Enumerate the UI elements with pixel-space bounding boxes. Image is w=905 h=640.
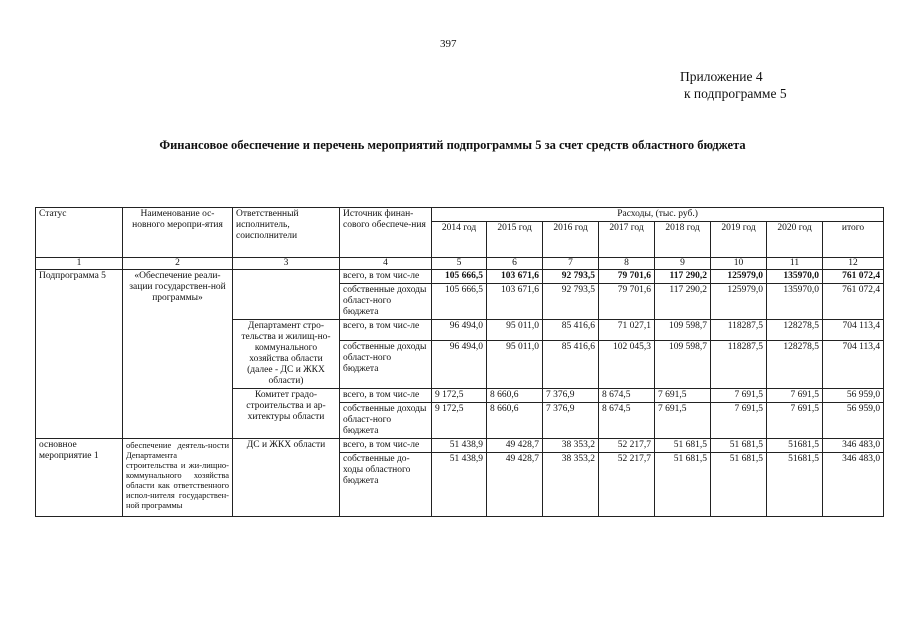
table-row: [36, 270, 884, 284]
value-cell: 79 701,6: [599, 270, 655, 284]
header-year: 2016 год: [543, 222, 599, 258]
value-cell: 85 416,6: [543, 341, 599, 389]
column-number: 4: [340, 258, 432, 270]
value-cell: 95 011,0: [487, 341, 543, 389]
row-source: собственные доходы област-ного бюджета: [340, 403, 432, 439]
header-year: 2014 год: [432, 222, 487, 258]
value-cell: 9 172,5: [432, 403, 487, 439]
value-cell: 109 598,7: [655, 320, 711, 341]
column-number: 6: [487, 258, 543, 270]
value-cell: 38 353,2: [543, 453, 599, 517]
row-executor: Комитет градо-строительства и ар-хитектуры области: [233, 389, 340, 439]
value-cell: 7 691,5: [655, 403, 711, 439]
value-cell: 8 674,5: [599, 403, 655, 439]
table-row: [36, 439, 884, 453]
value-cell: 56 959,0: [823, 403, 884, 439]
value-cell: 128278,5: [767, 341, 823, 389]
value-cell: 346 483,0: [823, 439, 884, 453]
value-cell: 125979,0: [711, 270, 767, 284]
value-cell: 118287,5: [711, 341, 767, 389]
value-cell: 118287,5: [711, 320, 767, 341]
appendix-line1: Приложение 4: [680, 69, 763, 84]
appendix-line2: к подпрограмме 5: [684, 86, 787, 101]
value-cell: 9 172,5: [432, 389, 487, 403]
row-source: всего, в том чис-ле: [340, 389, 432, 403]
value-cell: 8 660,6: [487, 389, 543, 403]
value-cell: 105 666,5: [432, 284, 487, 320]
column-number: 9: [655, 258, 711, 270]
value-cell: 105 666,5: [432, 270, 487, 284]
value-cell: 7 691,5: [655, 389, 711, 403]
value-cell: 71 027,1: [599, 320, 655, 341]
value-cell: 52 217,7: [599, 453, 655, 517]
page-number: 397: [440, 38, 457, 50]
value-cell: 95 011,0: [487, 320, 543, 341]
financing-table: [35, 207, 884, 517]
column-number: 12: [823, 258, 884, 270]
value-cell: 49 428,7: [487, 439, 543, 453]
column-number: 1: [36, 258, 123, 270]
header-source: Источник финан-сового обеспече-ния: [340, 208, 432, 258]
header-total: итого: [823, 222, 884, 258]
row-executor: [233, 270, 340, 320]
row-status: основное мероприятие 1: [36, 439, 123, 517]
value-cell: 7 691,5: [711, 403, 767, 439]
header-year: 2018 год: [655, 222, 711, 258]
header-year: 2017 год: [599, 222, 655, 258]
value-cell: 38 353,2: [543, 439, 599, 453]
value-cell: 117 290,2: [655, 270, 711, 284]
value-cell: 117 290,2: [655, 284, 711, 320]
value-cell: 704 113,4: [823, 320, 884, 341]
value-cell: 103 671,6: [487, 284, 543, 320]
value-cell: 52 217,7: [599, 439, 655, 453]
value-cell: 49 428,7: [487, 453, 543, 517]
value-cell: 125979,0: [711, 284, 767, 320]
row-name: «Обеспечение реали-зации государствен-ной программы»: [123, 270, 233, 439]
row-source: всего, в том чис-ле: [340, 439, 432, 453]
header-name: Наименование ос-новного меропри-ятия: [123, 208, 233, 258]
value-cell: 51 681,5: [711, 453, 767, 517]
value-cell: 7 691,5: [767, 389, 823, 403]
row-source: всего, в том чис-ле: [340, 320, 432, 341]
header-year: 2020 год: [767, 222, 823, 258]
value-cell: 51 681,5: [655, 439, 711, 453]
value-cell: 96 494,0: [432, 320, 487, 341]
row-executor: Департамент стро-тельства и жилищ-но-коммунального хозяйства области (далее - ДС и ЖКХ области): [233, 320, 340, 389]
value-cell: 7 376,9: [543, 389, 599, 403]
value-cell: 109 598,7: [655, 341, 711, 389]
value-cell: 128278,5: [767, 320, 823, 341]
value-cell: 761 072,4: [823, 270, 884, 284]
value-cell: 704 113,4: [823, 341, 884, 389]
header-expenses: Расходы, (тыс. руб.): [432, 208, 884, 222]
value-cell: 51681,5: [767, 453, 823, 517]
value-cell: 85 416,6: [543, 320, 599, 341]
value-cell: 761 072,4: [823, 284, 884, 320]
value-cell: 346 483,0: [823, 453, 884, 517]
value-cell: 51 438,9: [432, 439, 487, 453]
row-source: собственные доходы област-ного бюджета: [340, 341, 432, 389]
value-cell: 56 959,0: [823, 389, 884, 403]
row-status: Подпрограмма 5: [36, 270, 123, 439]
appendix-label: [680, 68, 787, 102]
value-cell: 7 691,5: [711, 389, 767, 403]
value-cell: 135970,0: [767, 284, 823, 320]
column-numbers-row: [36, 258, 884, 270]
value-cell: 103 671,6: [487, 270, 543, 284]
row-name: обеспечение деятель-ности Департамента строительства и жи-лищно-коммунального хозяйства области как ответственного испол-нителя государствен-ной программы: [123, 439, 233, 517]
header-executor: Ответственный исполнитель, соисполнители: [233, 208, 340, 258]
value-cell: 92 793,5: [543, 270, 599, 284]
row-source: всего, в том чис-ле: [340, 270, 432, 284]
value-cell: 51 681,5: [711, 439, 767, 453]
column-number: 5: [432, 258, 487, 270]
column-number: 11: [767, 258, 823, 270]
column-number: 3: [233, 258, 340, 270]
header-status: Статус: [36, 208, 123, 258]
column-number: 7: [543, 258, 599, 270]
row-source: собственные до-ходы областного бюджета: [340, 453, 432, 517]
document-title: Финансовое обеспечение и перечень мероприятий подпрограммы 5 за счет средств областного бюджета: [159, 138, 746, 152]
value-cell: 79 701,6: [599, 284, 655, 320]
header-year: 2015 год: [487, 222, 543, 258]
column-number: 10: [711, 258, 767, 270]
row-source: собственные доходы област-ного бюджета: [340, 284, 432, 320]
row-executor: ДС и ЖКХ области: [233, 439, 340, 517]
column-number: 8: [599, 258, 655, 270]
header-year: 2019 год: [711, 222, 767, 258]
value-cell: 8 674,5: [599, 389, 655, 403]
value-cell: 96 494,0: [432, 341, 487, 389]
value-cell: 51 438,9: [432, 453, 487, 517]
value-cell: 7 376,9: [543, 403, 599, 439]
value-cell: 51681,5: [767, 439, 823, 453]
value-cell: 8 660,6: [487, 403, 543, 439]
value-cell: 7 691,5: [767, 403, 823, 439]
value-cell: 135970,0: [767, 270, 823, 284]
column-number: 2: [123, 258, 233, 270]
header-row-1: [36, 208, 884, 222]
value-cell: 51 681,5: [655, 453, 711, 517]
value-cell: 92 793,5: [543, 284, 599, 320]
value-cell: 102 045,3: [599, 341, 655, 389]
